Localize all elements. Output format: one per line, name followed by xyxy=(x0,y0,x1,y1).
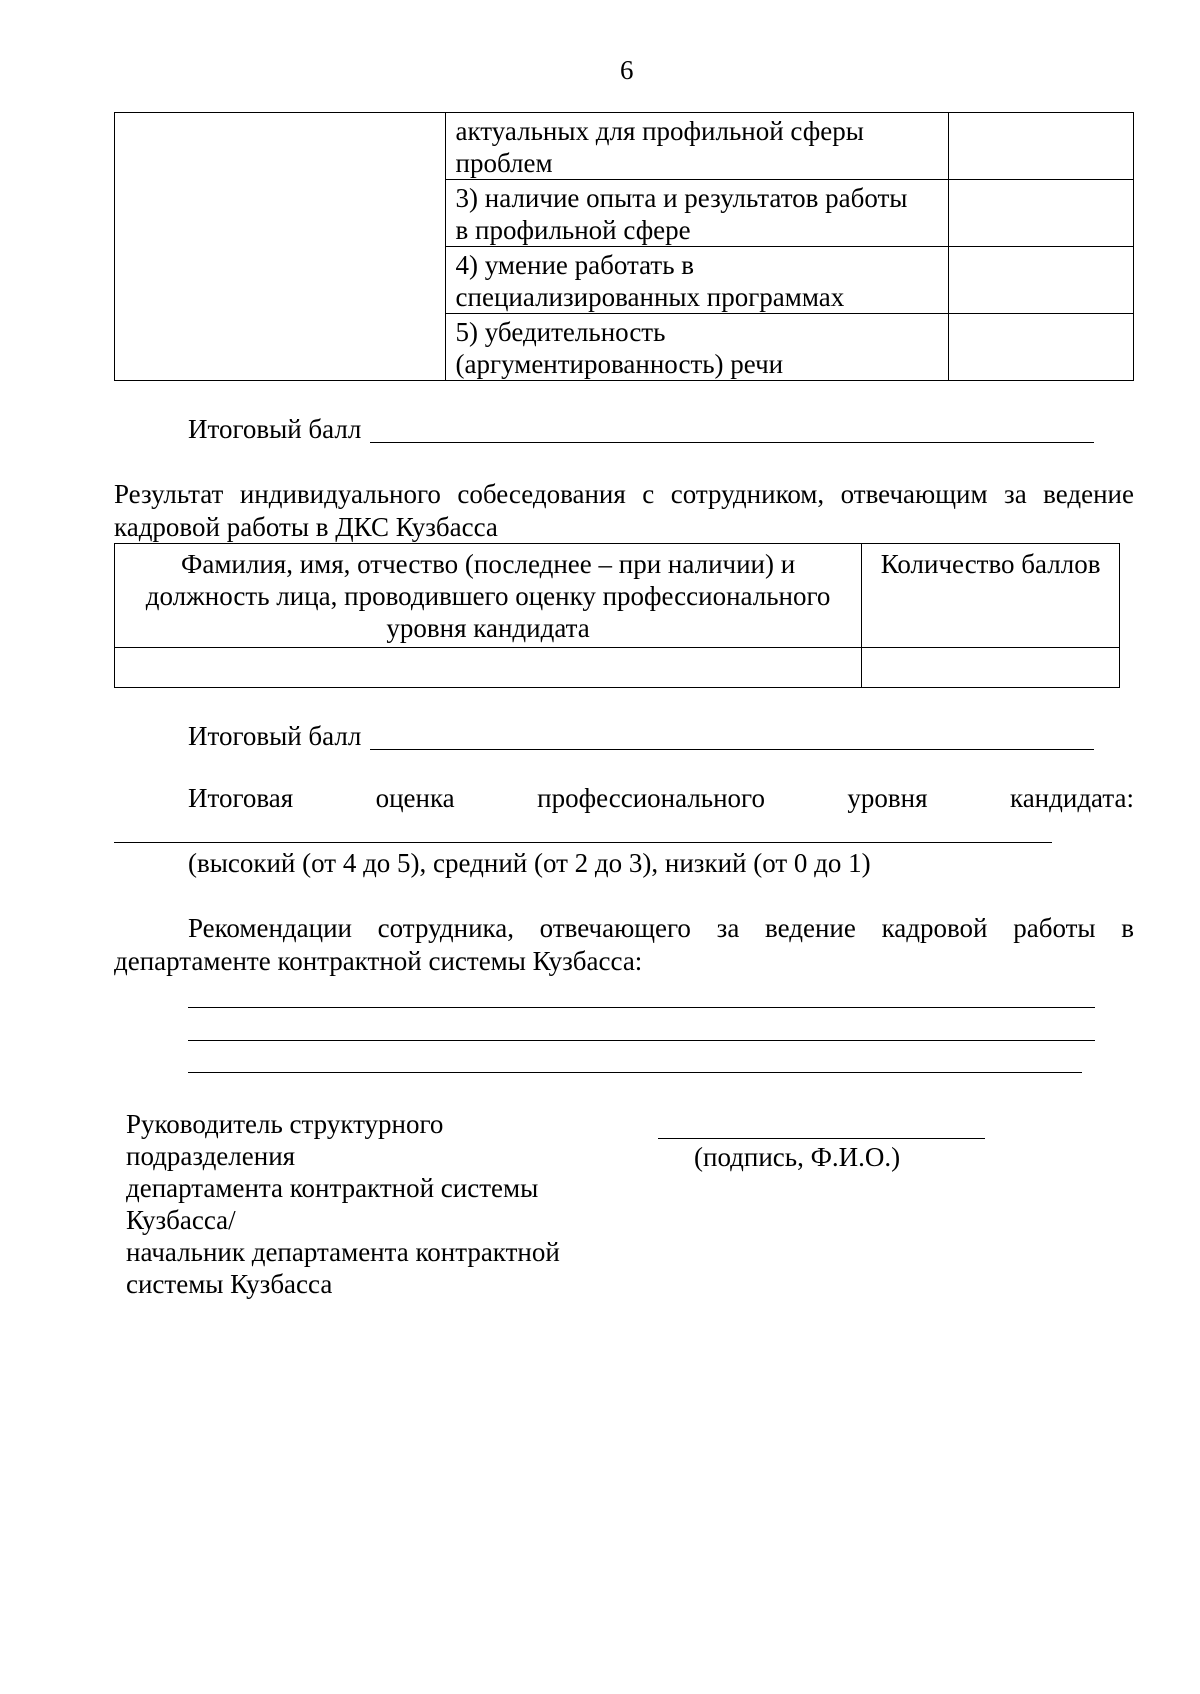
criteria-score-cell xyxy=(949,113,1134,180)
signature-caption: (подпись, Ф.И.О.) xyxy=(694,1142,901,1172)
final-assessment-word: Итоговая xyxy=(188,783,294,813)
total-score-blank-line xyxy=(370,442,1094,443)
recommendations-line-2: департаменте контрактной системы Кузбасса: xyxy=(114,946,643,976)
criteria-score-cell xyxy=(949,247,1134,314)
interviewer-header-cell xyxy=(115,544,862,648)
criteria-line: актуальных для профильной сферы xyxy=(455,116,864,146)
page-number: 6 xyxy=(620,55,634,85)
final-assessment-word: оценка xyxy=(375,783,455,813)
criteria-empty-left-cell xyxy=(115,113,446,381)
total-score-blank-line xyxy=(370,749,1094,750)
final-assessment-word: уровня xyxy=(847,783,928,813)
criteria-line: специализированных программах xyxy=(455,282,845,312)
interviewer-empty-cell xyxy=(115,648,862,688)
criteria-line: 5) убедительность xyxy=(455,317,666,347)
criteria-score-cell xyxy=(949,314,1134,381)
table-row xyxy=(115,648,1120,688)
final-assessment-word: кандидата: xyxy=(1009,783,1134,813)
criteria-line: (аргументированность) речи xyxy=(455,349,784,379)
criteria-cell xyxy=(445,314,949,381)
criteria-table xyxy=(114,112,1134,381)
criteria-cell xyxy=(445,113,949,180)
final-assessment-word: профессионального xyxy=(537,783,765,813)
final-assessment-line xyxy=(188,782,1134,814)
table-row xyxy=(115,113,1134,180)
criteria-line: в профильной сфере xyxy=(455,215,691,245)
recommendations-blank-line xyxy=(188,1040,1095,1041)
interview-result-line-2: кадровой работы в ДКС Кузбасса xyxy=(114,512,498,542)
criteria-line: проблем xyxy=(455,148,553,178)
criteria-cell xyxy=(445,247,949,314)
score-empty-cell xyxy=(862,648,1120,688)
criteria-score-cell xyxy=(949,180,1134,247)
assessment-scale: (высокий (от 4 до 5), средний (от 2 до 3), низкий (от 0 до 1) xyxy=(188,848,871,878)
signatory-line: департамента контрактной системы xyxy=(126,1173,539,1203)
signatory-line: системы Кузбасса xyxy=(126,1269,333,1299)
header-line: Фамилия, имя, отчество (последнее – при наличии) и xyxy=(181,549,796,579)
recommendations-blank-line xyxy=(188,1072,1082,1073)
score-header-cell: Количество баллов xyxy=(862,544,1120,648)
criteria-line: 4) умение работать в xyxy=(455,250,695,280)
interview-table xyxy=(114,543,1120,688)
signatory-line: начальник департамента контрактной xyxy=(126,1237,560,1267)
recommendations-line-1: Рекомендации сотрудника, отвечающего за ведение кадровой работы в xyxy=(188,913,1134,943)
signatory-line: Кузбасса/ xyxy=(126,1205,236,1235)
signatory-line: подразделения xyxy=(126,1141,296,1171)
header-line: должность лица, проводившего оценку профессионального xyxy=(145,581,831,611)
table-header-row xyxy=(115,544,1120,648)
criteria-cell xyxy=(445,180,949,247)
signature-blank-line xyxy=(658,1138,985,1139)
header-line: уровня кандидата xyxy=(386,613,590,643)
signatory-line: Руководитель структурного xyxy=(126,1109,444,1139)
recommendations-blank-line xyxy=(188,1007,1095,1008)
total-score-label: Итоговый балл xyxy=(188,414,362,444)
interview-result-line-1: Результат индивидуального собеседования с сотрудником, отвечающим за ведение xyxy=(114,479,1134,509)
signatory-block xyxy=(126,1108,560,1300)
criteria-line: 3) наличие опыта и результатов работы xyxy=(455,183,908,213)
total-score-label: Итоговый балл xyxy=(188,721,362,751)
final-assessment-blank-line xyxy=(114,842,1052,843)
